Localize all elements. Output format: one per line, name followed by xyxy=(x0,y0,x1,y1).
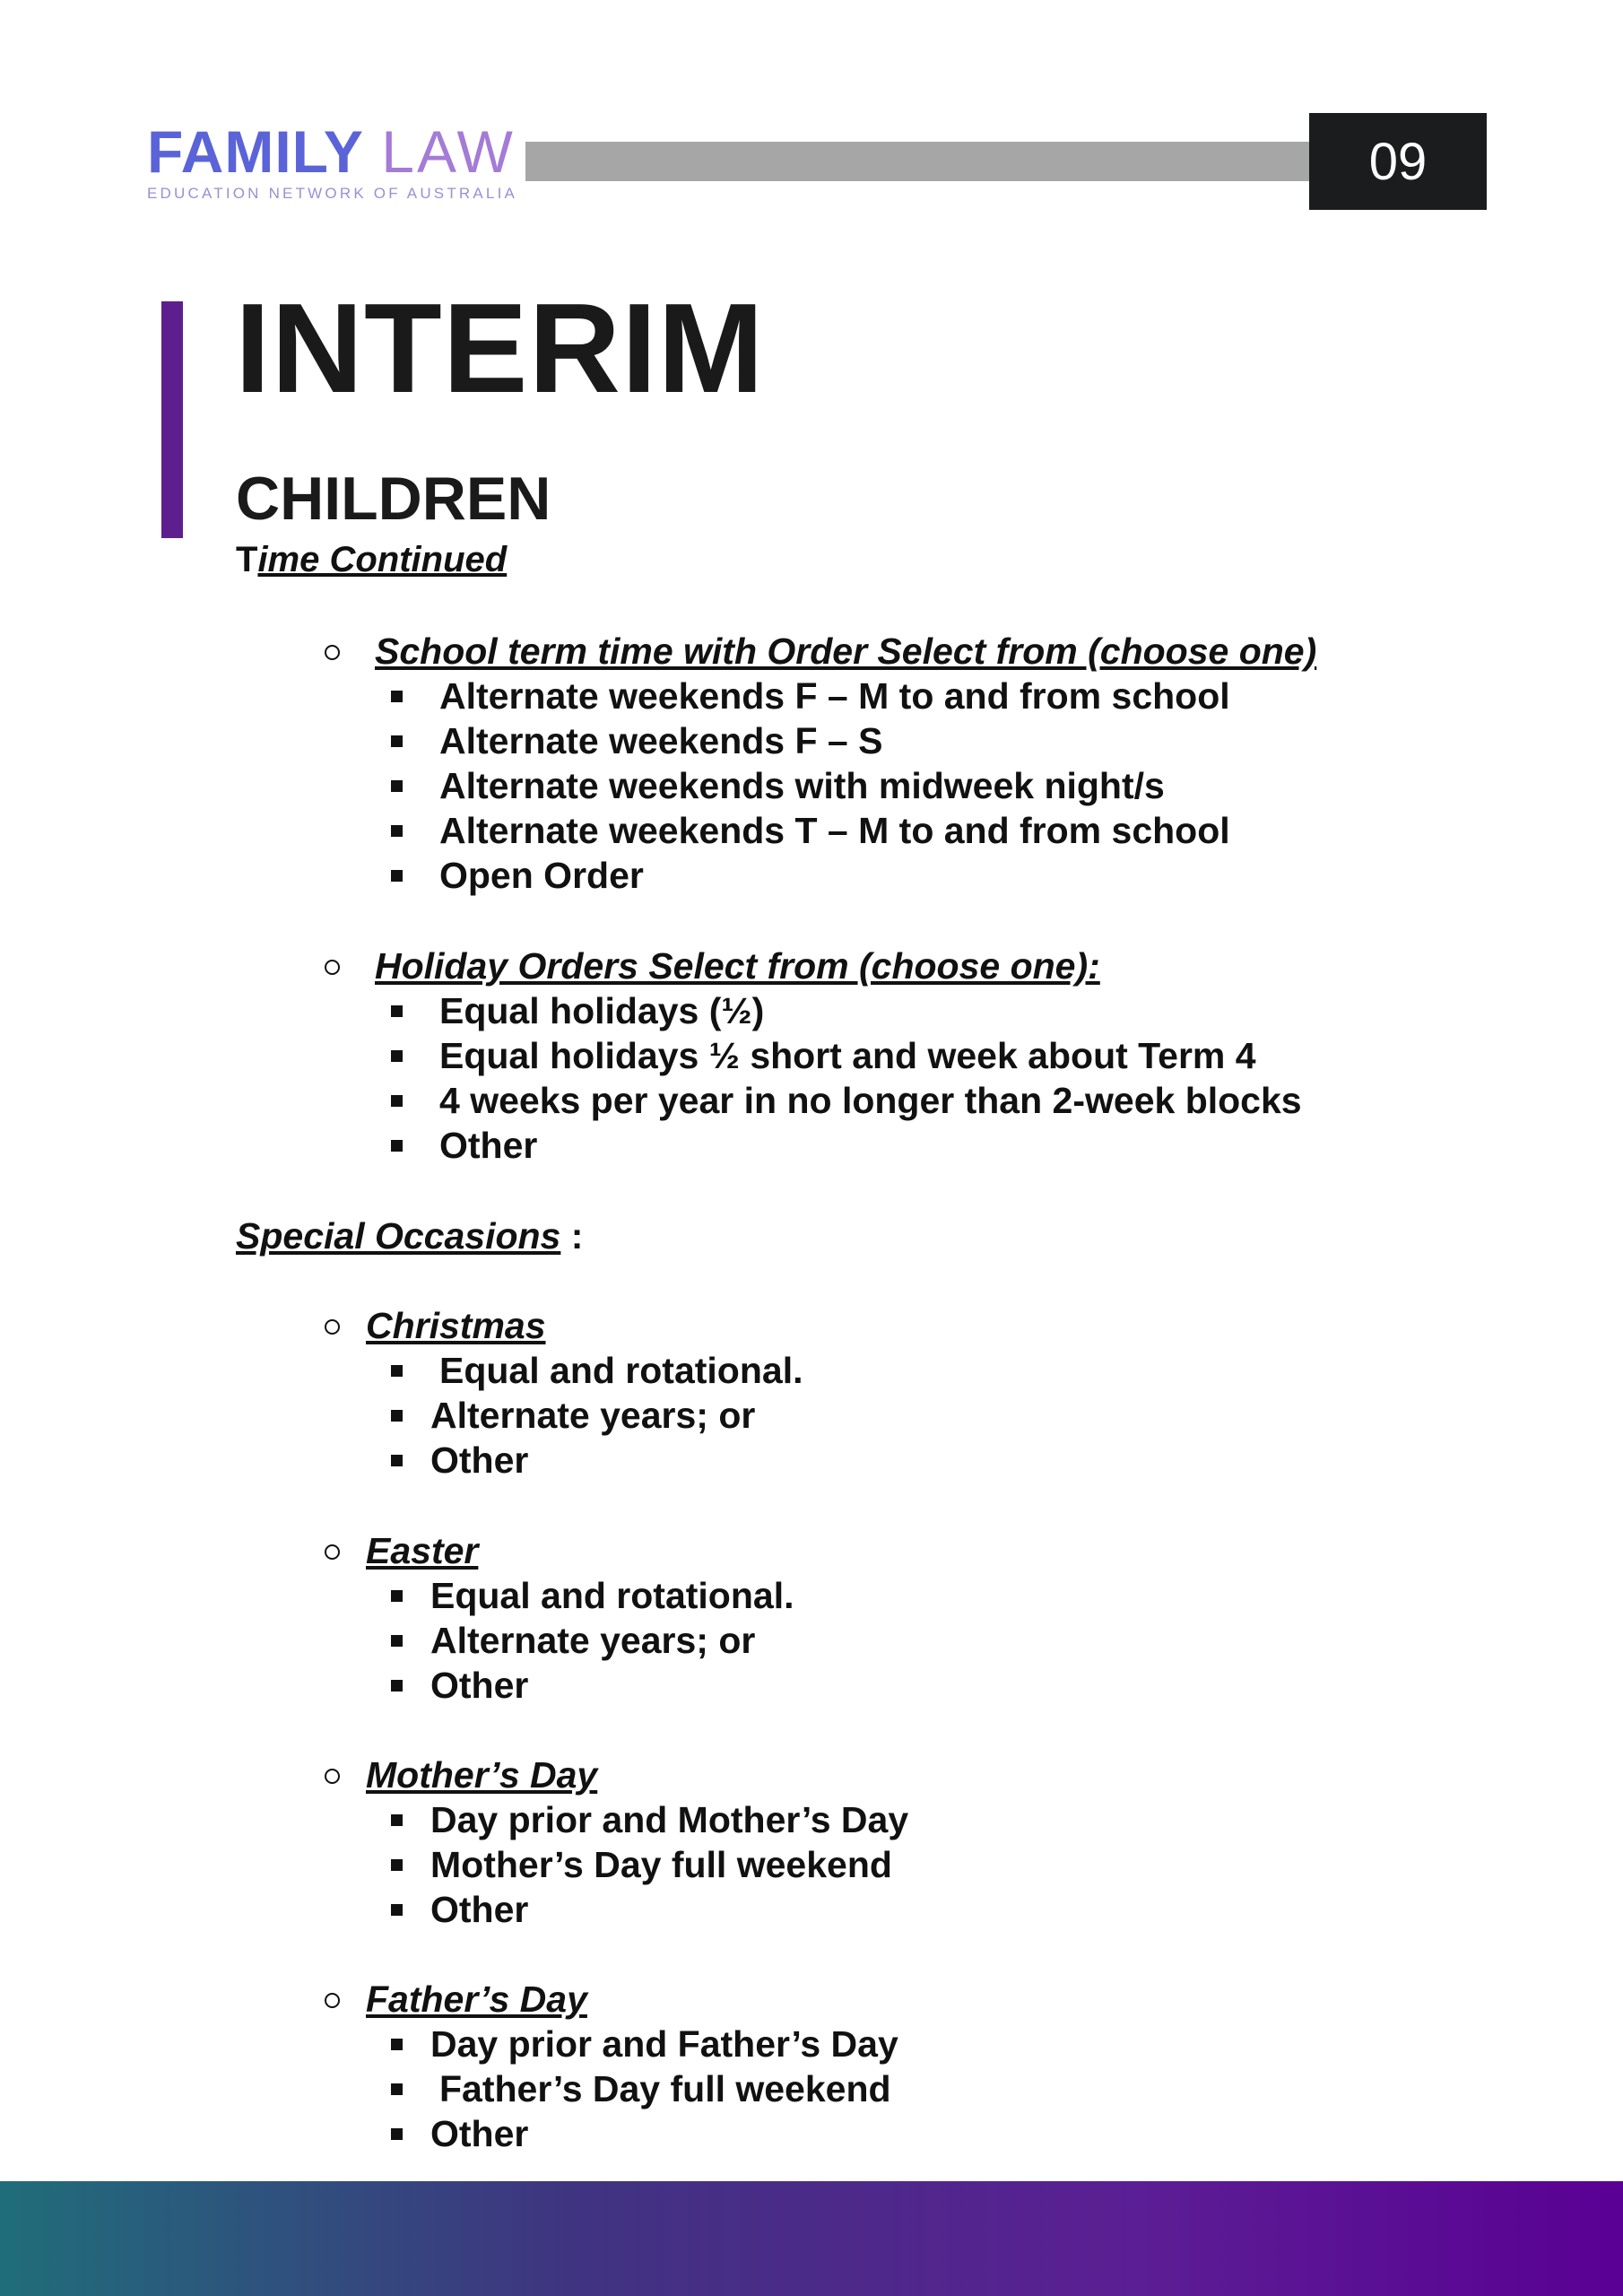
bullet-square-icon xyxy=(391,780,403,792)
list-item: Alternate years; or xyxy=(430,1395,756,1436)
easter-heading-text: Easter xyxy=(366,1530,479,1571)
bullet-square-icon xyxy=(391,2039,403,2050)
special-occasions-colon: : xyxy=(560,1215,584,1257)
list-item: Other xyxy=(430,1889,529,1930)
bullet-square-icon xyxy=(391,870,403,882)
bullet-square-icon xyxy=(391,1635,403,1647)
list-item: Other xyxy=(439,1125,538,1166)
footer-gradient-bar xyxy=(0,2181,1623,2296)
list-item: Other xyxy=(430,2113,529,2154)
bullet-square-icon xyxy=(391,1590,403,1602)
mothers-day-heading-text: Mother’s Day xyxy=(366,1754,598,1796)
list-item: Other xyxy=(430,1439,529,1481)
fathers-day-heading xyxy=(366,1977,587,2022)
bullet-square-icon xyxy=(391,1095,403,1107)
bullet-circle-icon xyxy=(325,645,340,660)
list-item: Alternate weekends F – S xyxy=(439,720,883,761)
list-item: 4 weeks per year in no longer than 2-week blocks xyxy=(439,1080,1302,1121)
bullet-circle-icon xyxy=(325,1993,340,2008)
bullet-square-icon xyxy=(391,1410,403,1422)
special-occasions-heading xyxy=(236,1213,583,1258)
list-item: Equal and rotational. xyxy=(439,1350,803,1391)
list-item: Alternate weekends T – M to and from school xyxy=(439,810,1230,851)
bullet-square-icon xyxy=(391,1455,403,1466)
list-item: Alternate weekends F – M to and from school xyxy=(439,675,1230,717)
continued-rest: ime Continued xyxy=(257,540,508,579)
bullet-square-icon xyxy=(391,1859,403,1871)
easter-heading xyxy=(366,1528,478,1573)
list-item: Day prior and Father’s Day xyxy=(430,2023,898,2065)
bullet-square-icon xyxy=(391,735,403,747)
bullet-square-icon xyxy=(391,691,403,702)
page-title: INTERIM xyxy=(235,277,765,420)
logo-family-text: FAMILY xyxy=(147,118,364,185)
title-accent-bar xyxy=(161,301,183,538)
section-title: CHILDREN xyxy=(236,465,551,533)
list-item: Equal holidays (½) xyxy=(439,990,765,1031)
continued-heading xyxy=(236,538,507,581)
special-occasions-label: Special Occasions xyxy=(236,1215,561,1257)
bullet-circle-icon xyxy=(325,1544,340,1560)
fathers-day-heading-text: Father’s Day xyxy=(366,1979,587,2020)
logo-wordmark xyxy=(147,118,517,185)
list-item: Equal and rotational. xyxy=(430,1575,794,1616)
list-item: Day prior and Mother’s Day xyxy=(430,1799,909,1840)
school-term-heading: School term time with Order Select from (choose one) xyxy=(375,631,1317,672)
header-bar xyxy=(525,142,1311,181)
list-item: Open Order xyxy=(439,855,644,896)
continued-first-letter: T xyxy=(236,540,258,579)
logo-subtitle: EDUCATION NETWORK OF AUSTRALIA xyxy=(147,185,518,202)
bullet-square-icon xyxy=(391,1050,403,1062)
bullet-circle-icon xyxy=(325,960,340,975)
holiday-heading: Holiday Orders Select from (choose one): xyxy=(375,945,1100,987)
bullet-square-icon xyxy=(391,2128,403,2140)
list-item: Equal holidays ½ short and week about Term 4 xyxy=(439,1035,1256,1076)
page-number: 09 xyxy=(1309,113,1487,210)
bullet-square-icon xyxy=(391,1814,403,1826)
mothers-day-heading xyxy=(366,1752,597,1797)
list-item: Other xyxy=(430,1665,529,1706)
logo xyxy=(147,118,518,203)
bullet-square-icon xyxy=(391,1140,403,1152)
list-item: Alternate weekends with midweek night/s xyxy=(439,765,1165,806)
bullet-square-icon xyxy=(391,1365,403,1377)
list-item: Father’s Day full weekend xyxy=(439,2068,891,2109)
bullet-square-icon xyxy=(391,2083,403,2095)
christmas-heading: Christmas xyxy=(366,1305,546,1346)
logo-law-text: LAW xyxy=(381,118,516,185)
bullet-circle-icon xyxy=(325,1769,340,1784)
bullet-square-icon xyxy=(391,1680,403,1692)
list-item: Alternate years; or xyxy=(430,1620,756,1661)
bullet-square-icon xyxy=(391,825,403,837)
bullet-square-icon xyxy=(391,1005,403,1017)
bullet-square-icon xyxy=(391,1904,403,1916)
bullet-circle-icon xyxy=(325,1319,340,1335)
list-item: Mother’s Day full weekend xyxy=(430,1844,892,1885)
